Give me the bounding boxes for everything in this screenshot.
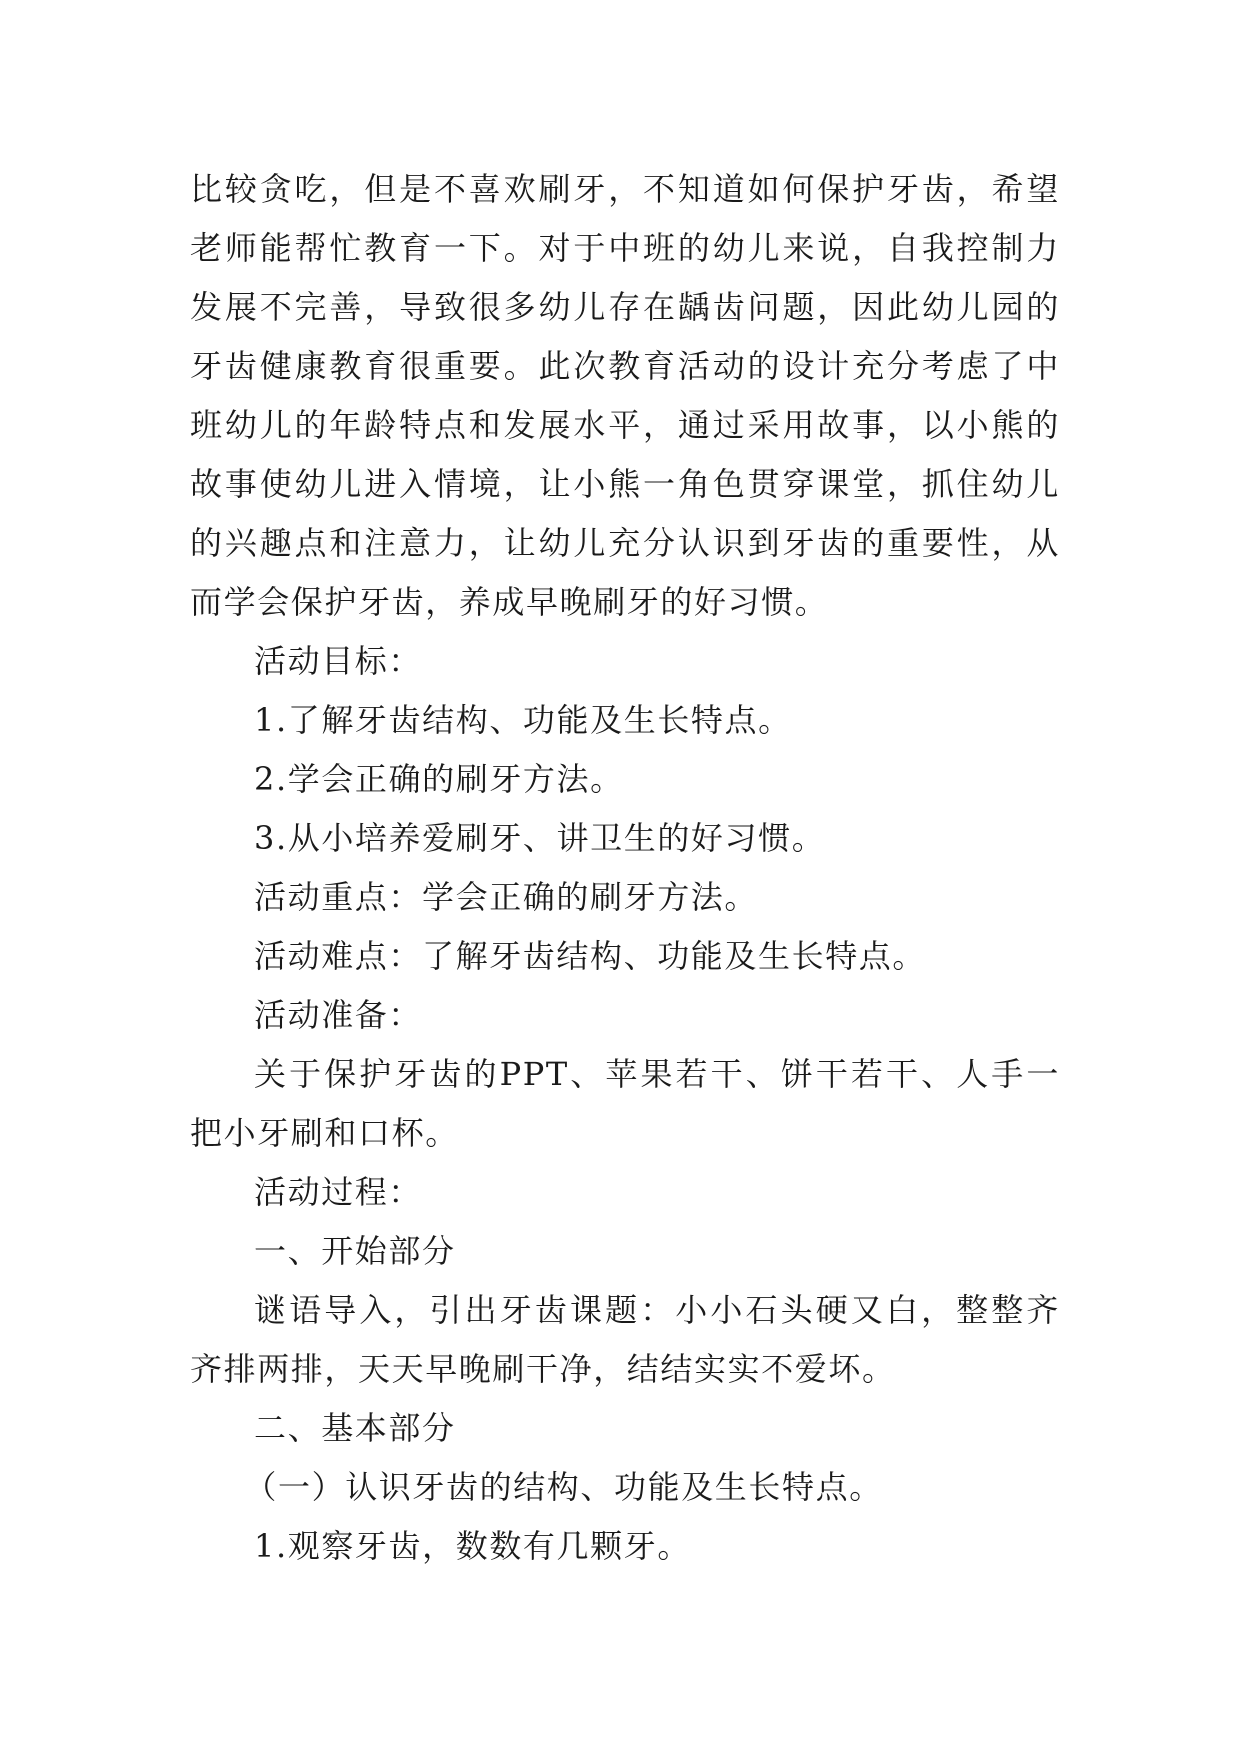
activity-difficulty: 活动难点：了解牙齿结构、功能及生长特点。 (254, 937, 927, 975)
heading-activity-goals: 活动目标： (254, 642, 423, 680)
subsection-heading-teeth-structure: （一）认识牙齿的结构、功能及生长特点。 (244, 1468, 883, 1506)
step-item-1: 1.观察牙齿，数数有几颗牙。 (254, 1527, 691, 1565)
goal-item-2: 2.学会正确的刷牙方法。 (254, 760, 624, 798)
heading-activity-preparation: 活动准备： (254, 996, 423, 1034)
intro-paragraph: 比较贪吃，但是不喜欢刷牙，不知道如何保护牙齿，希望老师能帮忙教育一下。对于中班的幼儿来说，自我控制力发展不完善，导致很多幼儿存在龋齿问题，因此幼儿园的牙齿健康教育很重要。此次教育活动的设计充分考虑了中班幼儿的年龄特点和发展水平，通过采用故事，以小熊的故事使幼儿进入情境，让小熊一角色贯穿课堂，抓住幼儿的兴趣点和注意力，让幼儿充分认识到牙齿的重要性，从而学会保护牙齿，养成早晚刷牙的好习惯。 (190, 170, 1060, 621)
section-heading-basic: 二、基本部分 (254, 1409, 456, 1447)
riddle-paragraph: 谜语导入，引出牙齿课题：小小石头硬又白，整整齐齐排两排，天天早晚刷干净，结结实实不爱坏。 (190, 1291, 1060, 1388)
preparation-paragraph: 关于保护牙齿的PPT、苹果若干、饼干若干、人手一把小牙刷和口杯。 (190, 1055, 1060, 1152)
heading-activity-process: 活动过程： (254, 1173, 423, 1211)
section-heading-start: 一、开始部分 (254, 1232, 456, 1270)
goal-item-1: 1.了解牙齿结构、功能及生长特点。 (254, 701, 792, 739)
document-body (190, 160, 1060, 1576)
goal-item-3: 3.从小培养爱刷牙、讲卫生的好习惯。 (254, 819, 826, 857)
activity-focus: 活动重点：学会正确的刷牙方法。 (254, 878, 759, 916)
